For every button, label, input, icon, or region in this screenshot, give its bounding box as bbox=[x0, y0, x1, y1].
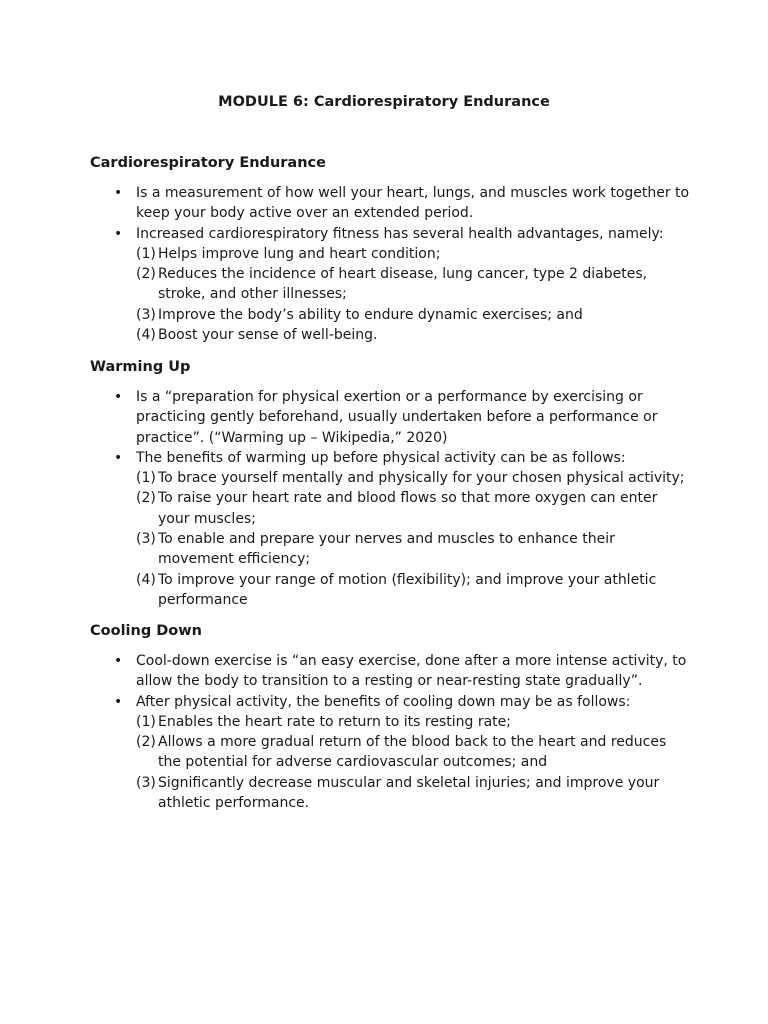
item-text: Allows a more gradual return of the blood back to the heart and reduces the potential for adverse cardiovascular outcomes; and bbox=[158, 734, 667, 771]
numbered-item bbox=[136, 244, 690, 264]
bullet-item bbox=[90, 183, 690, 224]
section-warming-up bbox=[90, 357, 690, 610]
section-cardiorespiratory-endurance bbox=[90, 153, 690, 345]
numbered-item bbox=[136, 264, 690, 305]
item-text: Improve the body’s ability to endure dynamic exercises; and bbox=[158, 306, 583, 323]
bullet-text: Increased cardiorespiratory fitness has several health advantages, namely: bbox=[136, 225, 664, 242]
bullet-item bbox=[90, 692, 690, 814]
bullet-list bbox=[90, 387, 690, 610]
item-text: Reduces the incidence of heart disease, lung cancer, type 2 diabetes, stroke, and other illnesses; bbox=[158, 266, 648, 303]
item-number: (3) bbox=[136, 774, 156, 791]
item-number: (3) bbox=[136, 306, 156, 323]
item-number: (2) bbox=[136, 734, 156, 751]
bullet-item bbox=[90, 651, 690, 692]
item-number: (2) bbox=[136, 266, 156, 283]
item-number: (1) bbox=[136, 713, 156, 730]
numbered-list bbox=[136, 468, 690, 610]
bullet-item bbox=[90, 224, 690, 346]
bullet-text: Cool-down exercise is “an easy exercise, done after a more intense activity, to allow the body to transition to a resting or near-resting state gradually”. bbox=[136, 653, 687, 690]
numbered-item bbox=[136, 570, 690, 611]
section-heading: Warming Up bbox=[90, 359, 191, 375]
item-text: To improve your range of motion (flexibility); and improve your athletic performance bbox=[158, 571, 657, 608]
numbered-item bbox=[136, 468, 690, 488]
item-text: Boost your sense of well-being. bbox=[158, 327, 378, 344]
numbered-item bbox=[136, 773, 690, 814]
item-text: To raise your heart rate and blood flows so that more oxygen can enter your muscles; bbox=[158, 490, 658, 527]
section-heading: Cardiorespiratory Endurance bbox=[90, 155, 326, 171]
numbered-list bbox=[136, 712, 690, 813]
item-text: Enables the heart rate to return to its resting rate; bbox=[158, 713, 511, 730]
numbered-item bbox=[136, 305, 690, 325]
item-number: (4) bbox=[136, 571, 156, 588]
item-text: Significantly decrease muscular and skeletal injuries; and improve your athletic performance. bbox=[158, 774, 660, 812]
item-number: (3) bbox=[136, 531, 156, 548]
item-text: To enable and prepare your nerves and muscles to enhance their movement efficiency; bbox=[158, 531, 615, 568]
item-number: (1) bbox=[136, 245, 156, 262]
numbered-item bbox=[136, 712, 690, 732]
item-number: (2) bbox=[136, 490, 156, 507]
bullet-list bbox=[90, 651, 690, 813]
numbered-item bbox=[136, 325, 690, 345]
numbered-item bbox=[136, 732, 690, 773]
item-text: To brace yourself mentally and physically for your chosen physical activity; bbox=[158, 470, 685, 487]
section-heading: Cooling Down bbox=[90, 623, 202, 639]
bullet-list bbox=[90, 183, 690, 345]
section-cooling-down bbox=[90, 621, 690, 813]
item-text: Helps improve lung and heart condition; bbox=[158, 245, 441, 262]
numbered-item bbox=[136, 488, 690, 529]
bullet-text: Is a “preparation for physical exertion or a performance by exercising or practicing gently beforehand, usually undertaken before a performance or practice”. (“Warming up – Wikipedia,” 2020) bbox=[136, 389, 658, 446]
bullet-text: Is a measurement of how well your heart, lungs, and muscles work together to keep your body active over an extended period. bbox=[136, 185, 690, 222]
numbered-list bbox=[136, 244, 690, 345]
bullet-text: The benefits of warming up before physical activity can be as follows: bbox=[136, 449, 626, 466]
numbered-item bbox=[136, 529, 690, 570]
bullet-item bbox=[90, 387, 690, 448]
bullet-text: After physical activity, the benefits of cooling down may be as follows: bbox=[136, 693, 631, 710]
item-number: (1) bbox=[136, 470, 156, 487]
item-number: (4) bbox=[136, 327, 156, 344]
bullet-item bbox=[90, 448, 690, 610]
page-title: MODULE 6: Cardiorespiratory Endurance bbox=[218, 94, 550, 110]
